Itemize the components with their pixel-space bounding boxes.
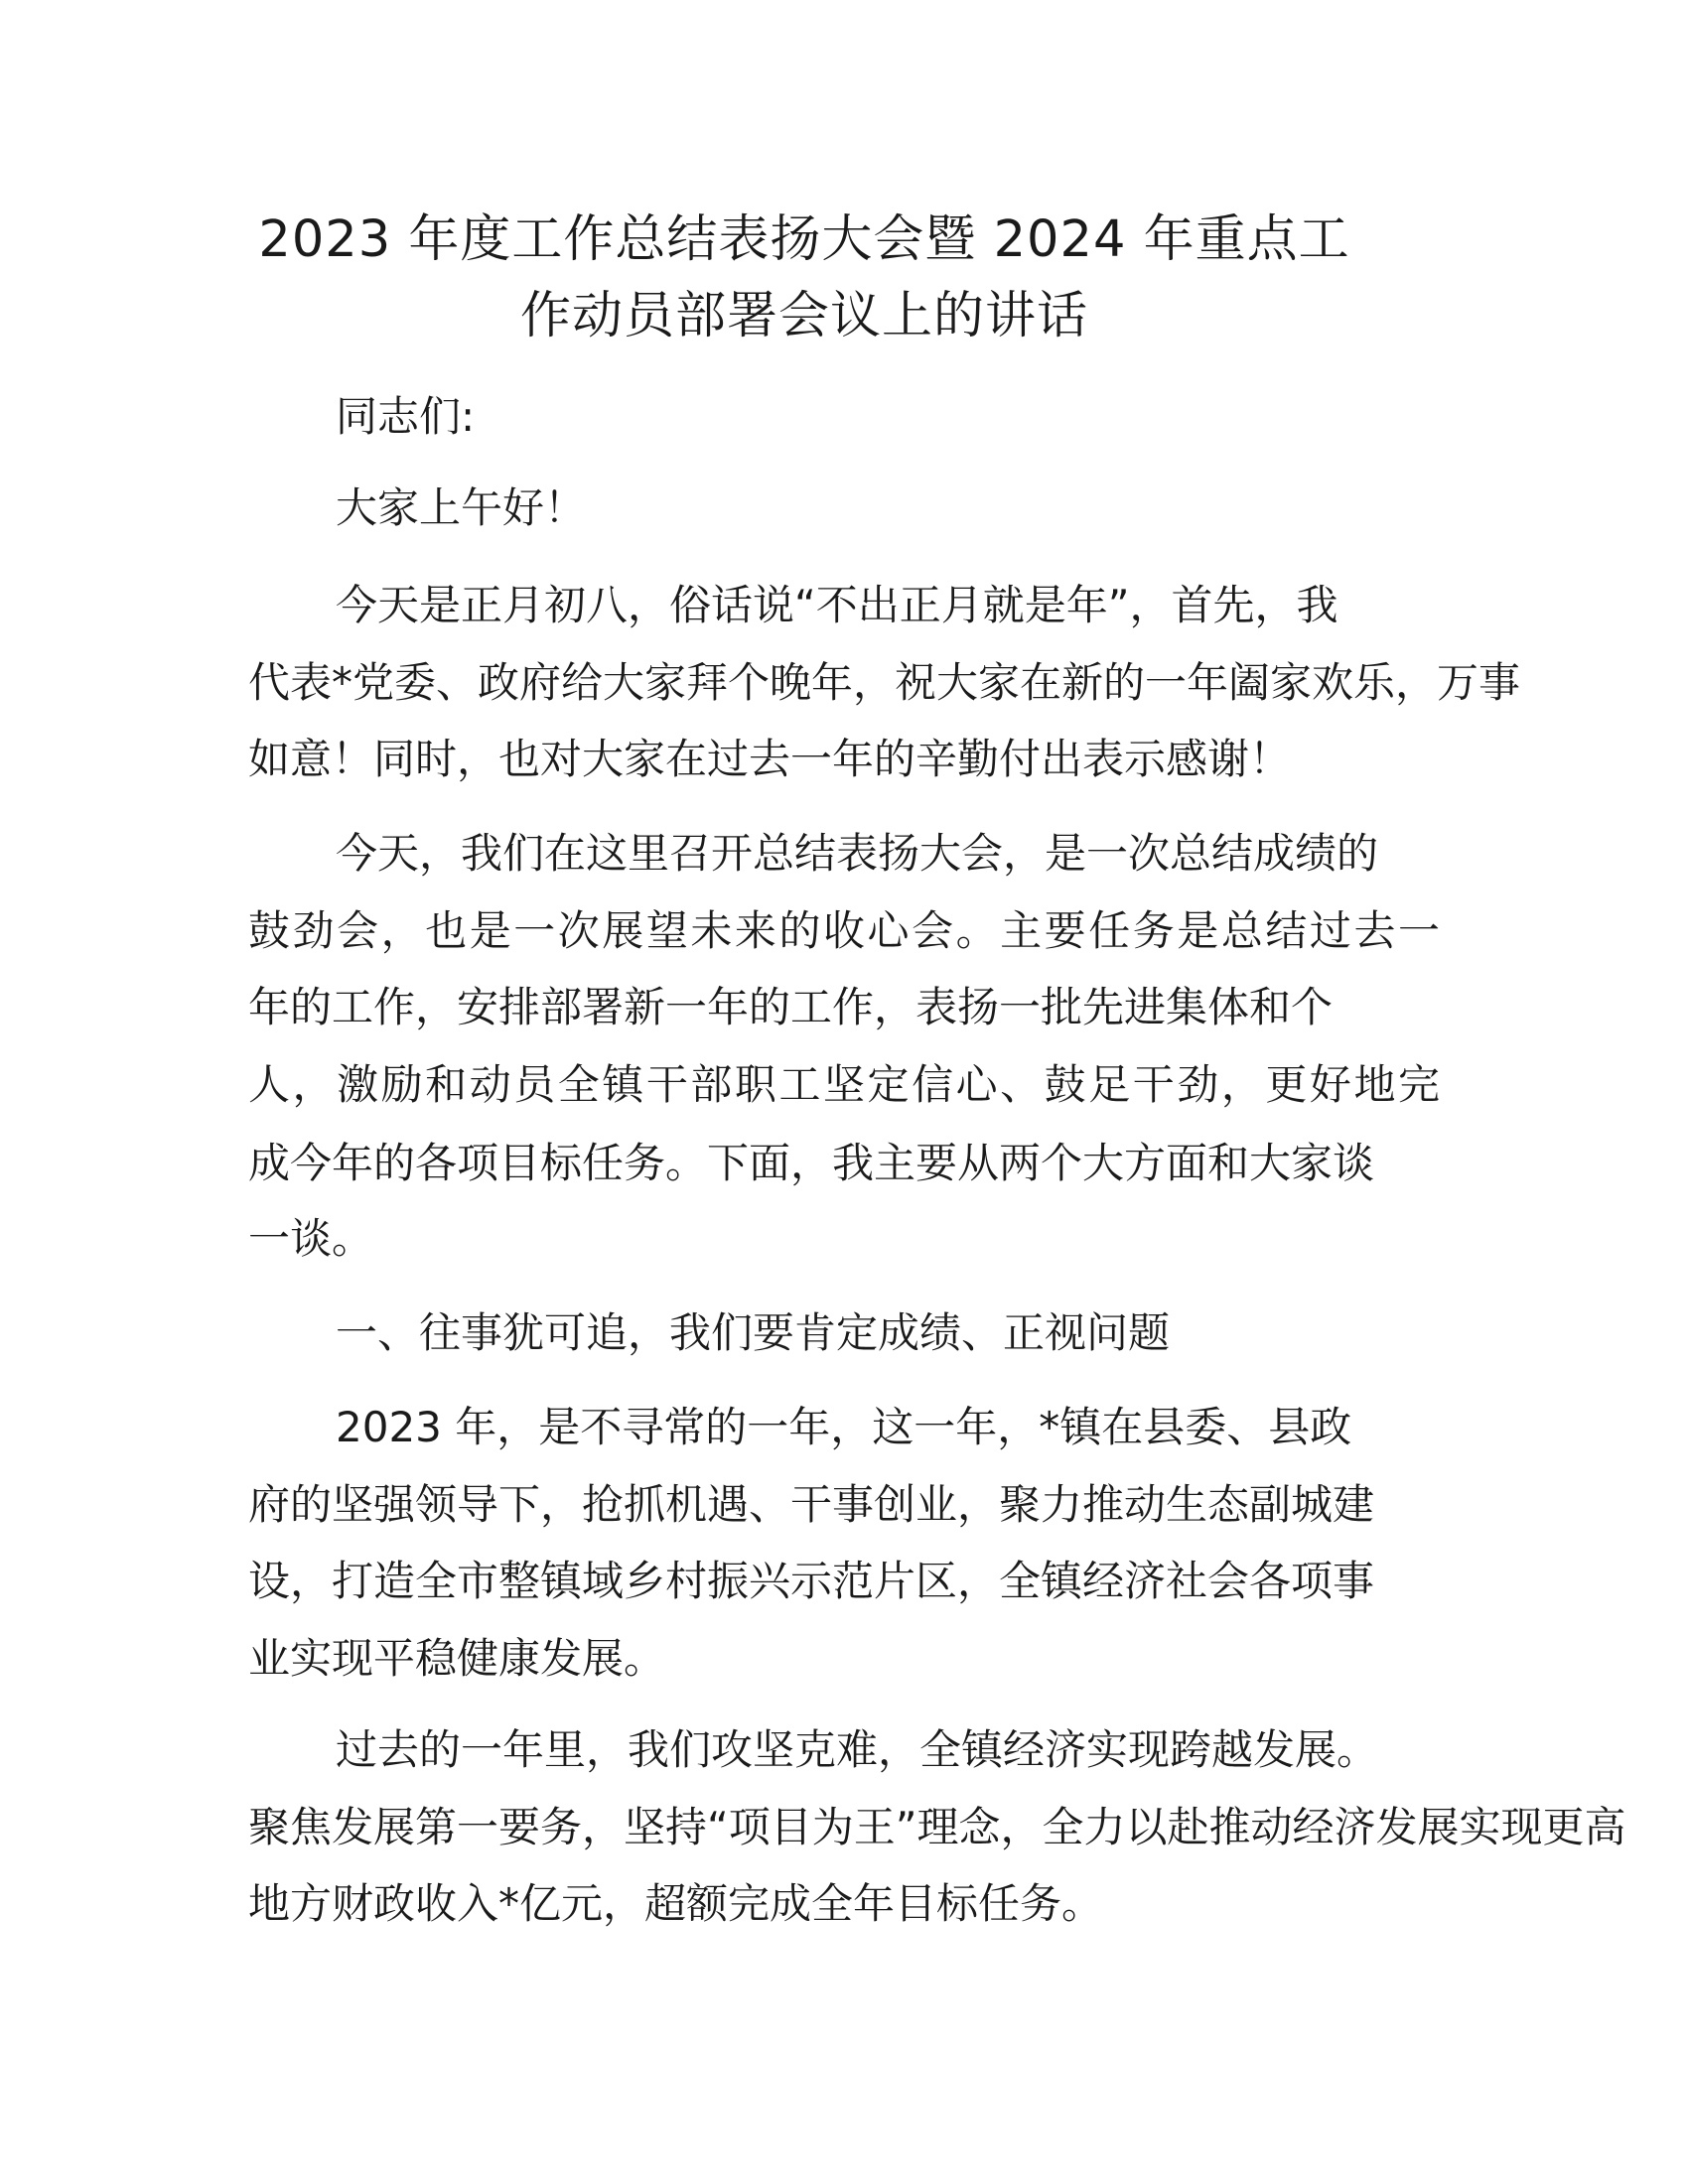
paragraph-2-line-5: 成今年的各项目标任务。下面，我主要从两个大方面和大家谈 bbox=[248, 1139, 1375, 1187]
paragraph-4-line-1: 过去的一年里，我们攻坚克难，全镇经济实现跨越发展。 bbox=[336, 1725, 1379, 1774]
paragraph-1-line-2: 代表*党委、政府给大家拜个晚年，祝大家在新的一年阖家欢乐，万事 bbox=[248, 658, 1521, 707]
paragraph-2-line-6: 一谈。 bbox=[248, 1214, 374, 1263]
paragraph-1-line-3: 如意！同时，也对大家在过去一年的辛勤付出表示感谢！ bbox=[248, 735, 1292, 783]
paragraph-3-line-3: 设，打造全市整镇域乡村振兴示范片区，全镇经济社会各项事 bbox=[248, 1557, 1375, 1605]
document-title-line-1: 2023 年度工作总结表扬大会暨 2024 年重点工 bbox=[258, 210, 1350, 269]
paragraph-2-line-1: 今天，我们在这里召开总结表扬大会，是一次总结成绩的 bbox=[336, 829, 1379, 878]
paragraph-2-line-4: 人，激励和动员全镇干部职工坚定信心、鼓足干劲，更好地完 bbox=[248, 1060, 1440, 1109]
salutation: 同志们: bbox=[336, 392, 476, 441]
greeting: 大家上午好！ bbox=[336, 483, 587, 532]
paragraph-3-line-4: 业实现平稳健康发展。 bbox=[248, 1634, 666, 1683]
paragraph-1-line-1: 今天是正月初八，俗话说“不出正月就是年”，首先，我 bbox=[336, 581, 1338, 629]
paragraph-2-line-2: 鼓劲会，也是一次展望未来的收心会。主要任务是总结过去一 bbox=[248, 906, 1440, 955]
section-heading-1: 一、往事犹可追，我们要肯定成绩、正视问题 bbox=[336, 1308, 1171, 1357]
paragraph-3-line-1: 2023 年，是不寻常的一年，这一年，*镇在县委、县政 bbox=[336, 1403, 1352, 1451]
document-title-line-2: 作动员部署会议上的讲话 bbox=[519, 287, 1088, 345]
paragraph-4-line-3: 地方财政收入*亿元，超额完成全年目标任务。 bbox=[248, 1879, 1104, 1928]
paragraph-4-line-2: 聚焦发展第一要务，坚持“项目为王”理念，全力以赴推动经济发展实现更高 bbox=[248, 1803, 1626, 1851]
paragraph-2-line-3: 年的工作，安排部署新一年的工作，表扬一批先进集体和个 bbox=[248, 983, 1334, 1031]
paragraph-3-line-2: 府的坚强领导下，抢抓机遇、干事创业，聚力推动生态副城建 bbox=[248, 1480, 1375, 1529]
